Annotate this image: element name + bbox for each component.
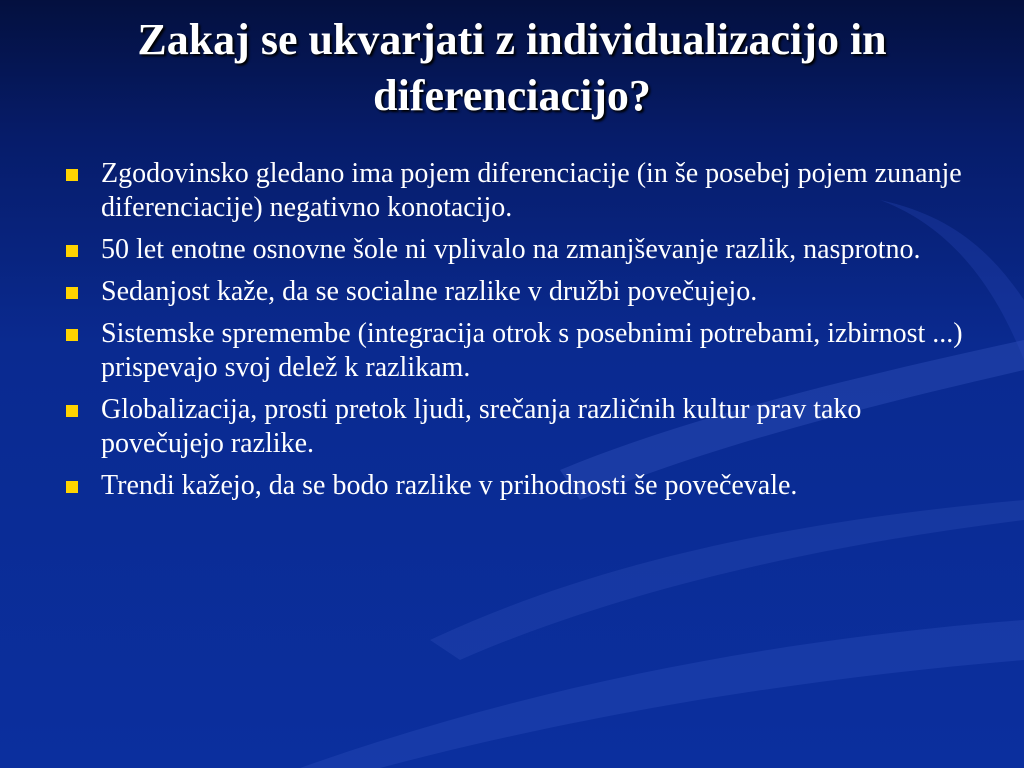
bullet-text: Globalizacija, prosti pretok ljudi, srečanja različnih kultur prav tako povečujejo razlike. xyxy=(101,394,862,459)
yellow-square-bullet-icon xyxy=(66,329,78,341)
list-item xyxy=(64,317,964,385)
list-item xyxy=(64,233,964,267)
list-item xyxy=(64,157,964,225)
bullet-text: Sistemske spremembe (integracija otrok s posebnimi potrebami, izbirnost ...) prispevajo svoj delež k razlikam. xyxy=(101,318,963,383)
slide-title: Zakaj se ukvarjati z individualizacijo in diferenciacijo? xyxy=(137,15,887,120)
list-item xyxy=(64,469,964,503)
bullet-text: Zgodovinsko gledano ima pojem diferenciacije (in še posebej pojem zunanje diferenciacije) negativno konotacijo. xyxy=(101,158,962,223)
list-item xyxy=(64,275,964,309)
bullet-text: 50 let enotne osnovne šole ni vplivalo na zmanjševanje razlik, nasprotno. xyxy=(101,234,921,265)
list-item xyxy=(64,393,964,461)
yellow-square-bullet-icon xyxy=(66,287,78,299)
yellow-square-bullet-icon xyxy=(66,481,78,493)
yellow-square-bullet-icon xyxy=(66,169,78,181)
yellow-square-bullet-icon xyxy=(66,405,78,417)
bullet-text: Sedanjost kaže, da se socialne razlike v družbi povečujejo. xyxy=(101,276,758,307)
yellow-square-bullet-icon xyxy=(66,245,78,257)
bullet-list xyxy=(64,157,964,511)
bullet-text: Trendi kažejo, da se bodo razlike v prihodnosti še povečevale. xyxy=(101,470,798,501)
